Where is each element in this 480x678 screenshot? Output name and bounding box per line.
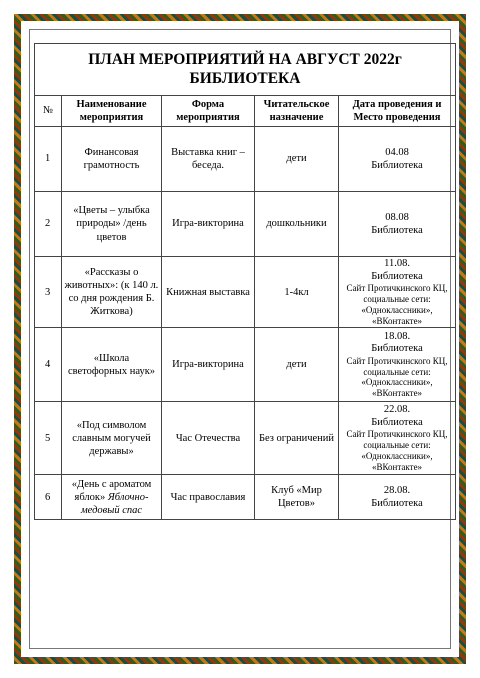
- event-place: Библиотека: [371, 498, 423, 510]
- event-date-place: [339, 257, 456, 328]
- event-form: Час Отечества: [162, 402, 255, 475]
- event-name: Финансовая грамотность: [62, 127, 162, 192]
- row-number: 5: [35, 402, 62, 475]
- event-name: «Под символом славным могучей державы»: [62, 402, 162, 475]
- event-audience: Клуб «Мир Цветов»: [255, 475, 339, 520]
- table-row: [35, 127, 456, 192]
- table-row: [35, 475, 456, 520]
- event-form: Игра-викторина: [162, 328, 255, 402]
- event-date: 04.08: [385, 146, 409, 158]
- event-audience: дети: [255, 328, 339, 402]
- event-place: Библиотека: [371, 343, 423, 355]
- event-place: Библиотека: [371, 270, 423, 282]
- table-row: [35, 328, 456, 402]
- row-number: 4: [35, 328, 62, 402]
- event-date: 22.08.: [383, 404, 411, 416]
- event-form: Игра-викторина: [162, 192, 255, 257]
- event-name: «Рассказы о животных»: (к 140 л. со дня рождения Б. Житкова): [62, 257, 162, 328]
- column-header-number: №: [35, 96, 62, 127]
- event-place: Библиотека: [371, 225, 423, 236]
- title-line-2: БИБЛИОТЕКА: [189, 69, 301, 87]
- event-date-place: [339, 328, 456, 402]
- row-number: 3: [35, 257, 62, 328]
- column-header-form: Форма мероприятия: [162, 96, 255, 127]
- title-row: [35, 44, 456, 96]
- event-place: Библиотека: [371, 160, 423, 171]
- column-header-row: [35, 96, 456, 127]
- event-form: Книжная выставка: [162, 257, 255, 328]
- title-line-1: ПЛАН МЕРОПРИЯТИЙ НА АВГУСТ 2022г: [88, 50, 402, 68]
- page-title: [35, 44, 456, 96]
- event-audience: 1-4кл: [255, 257, 339, 328]
- event-date-place: [339, 402, 456, 475]
- event-online: Сайт Протичкинского КЦ, социальные сети: «Одноклассники», «ВКонтакте»: [346, 429, 448, 472]
- event-date: 08.08: [385, 211, 409, 223]
- event-audience: дошкольники: [255, 192, 339, 257]
- event-date-place: [339, 192, 456, 257]
- event-form: Час православия: [162, 475, 255, 520]
- row-number: 1: [35, 127, 62, 192]
- event-name-main: «День с ароматом яблок»: [71, 478, 152, 503]
- event-date-place: [339, 475, 456, 520]
- event-date: 18.08.: [383, 330, 411, 342]
- table-row: [35, 402, 456, 475]
- event-audience: дети: [255, 127, 339, 192]
- event-name: [62, 475, 162, 520]
- event-name: «Школа светофорных наук»: [62, 328, 162, 402]
- event-place: Библиотека: [371, 416, 423, 428]
- event-name-italic: Яблочно-медовый спас: [80, 491, 149, 516]
- table-row: [35, 257, 456, 328]
- event-online: Сайт Протичкинского КЦ, социальные сети: «Одноклассники», «ВКонтакте»: [346, 355, 448, 399]
- event-date-place: [339, 127, 456, 192]
- event-name: «Цветы – улыбка природы» /день цветов: [62, 192, 162, 257]
- event-date: 28.08.: [383, 485, 411, 497]
- event-audience: Без ограничений: [255, 402, 339, 475]
- column-header-date-place: Дата проведения и Место проведения: [339, 96, 456, 127]
- events-plan-table: [34, 43, 456, 520]
- column-header-name: Наименование мероприятия: [62, 96, 162, 127]
- row-number: 6: [35, 475, 62, 520]
- event-form: Выставка книг – беседа.: [162, 127, 255, 192]
- event-date: 11.08.: [384, 258, 410, 269]
- row-number: 2: [35, 192, 62, 257]
- column-header-audience: Читательское назначение: [255, 96, 339, 127]
- event-online: Сайт Протичкинского КЦ, социальные сети: «Одноклассники», «ВКонтакте»: [346, 283, 448, 326]
- table-row: [35, 192, 456, 257]
